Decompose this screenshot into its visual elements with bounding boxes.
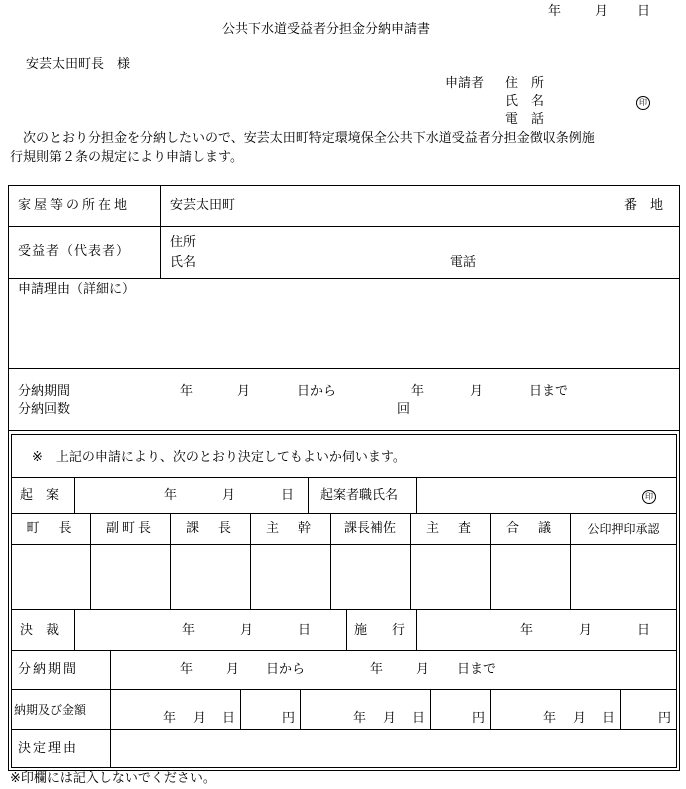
amount-3-yen[interactable]: 円 xyxy=(658,711,672,726)
amount-2-year[interactable]: 年 xyxy=(353,711,367,726)
location-banchi: 番 地 xyxy=(624,198,664,213)
exec-month[interactable]: 月 xyxy=(579,623,593,638)
body-line-1: 次のとおり分担金を分納したいので、安芸太田町特定環境保全公共下水道受益者分担金徴収条例施 xyxy=(10,131,595,146)
decide-label: 決 裁 xyxy=(20,623,60,638)
applicant-name-label: 氏 名 xyxy=(505,94,545,109)
draft-month[interactable]: 月 xyxy=(222,488,236,503)
decide-month[interactable]: 月 xyxy=(240,623,254,638)
body-line-2: 行規則第２条の規定により申請します。 xyxy=(10,150,243,165)
beneficiary-name-label[interactable]: 氏名 xyxy=(170,255,197,270)
footer-note: ※印欄には記入しないでください。 xyxy=(10,771,216,786)
period-month-2[interactable]: 月 xyxy=(470,384,484,399)
count-label: 分納回数 xyxy=(18,402,71,417)
exec-label: 施 行 xyxy=(354,623,412,638)
period-until[interactable]: 日まで xyxy=(529,384,569,399)
approver-manager: 主 幹 xyxy=(265,521,314,536)
approver-deputy-mayor: 副町長 xyxy=(105,521,154,536)
approver-assistant-chief: 課長補佐 xyxy=(343,521,396,536)
decide-year[interactable]: 年 xyxy=(182,623,196,638)
amount-1-month[interactable]: 月 xyxy=(193,711,207,726)
decision-period-year-2[interactable]: 年 xyxy=(370,662,384,677)
amount-3-year[interactable]: 年 xyxy=(543,711,557,726)
beneficiary-address-label[interactable]: 住所 xyxy=(170,235,197,250)
location-town[interactable]: 安芸太田町 xyxy=(170,198,236,213)
decision-period-year-1[interactable]: 年 xyxy=(180,662,194,677)
applicant-address-label: 住 所 xyxy=(505,76,545,91)
amount-1-yen[interactable]: 円 xyxy=(282,711,296,726)
decision-period-from[interactable]: 日から xyxy=(266,662,306,677)
approver-supervisor: 主 査 xyxy=(425,521,474,536)
beneficiary-label: 受益者（代表者） xyxy=(18,244,131,259)
draft-label: 起 案 xyxy=(20,488,60,503)
date-year: 年 xyxy=(548,4,562,19)
beneficiary-phone-label[interactable]: 電話 xyxy=(450,255,477,270)
period-label: 分納期間 xyxy=(18,384,71,399)
decision-period-label: 分納期間 xyxy=(18,662,79,677)
period-month-1[interactable]: 月 xyxy=(237,384,251,399)
location-label: 家屋等の所在地 xyxy=(18,198,131,213)
decision-period-month-1[interactable]: 月 xyxy=(226,662,240,677)
applicant-phone-label: 電 話 xyxy=(505,112,545,127)
decision-note: ※ 上記の申請により、次のとおり決定してもよいか伺います。 xyxy=(32,450,406,465)
period-year-2[interactable]: 年 xyxy=(411,384,425,399)
approver-consultation: 合 議 xyxy=(505,521,554,536)
reason-label[interactable]: 申請理由（詳細に） xyxy=(18,282,136,297)
draft-day[interactable]: 日 xyxy=(281,488,295,503)
decide-day[interactable]: 日 xyxy=(298,623,312,638)
amount-2-day[interactable]: 日 xyxy=(412,711,426,726)
amount-1-year[interactable]: 年 xyxy=(163,711,177,726)
amount-2-month[interactable]: 月 xyxy=(383,711,397,726)
amount-3-month[interactable]: 月 xyxy=(573,711,587,726)
addressee: 安芸太田町長 様 xyxy=(26,57,131,72)
date-month: 月 xyxy=(595,4,609,19)
exec-day[interactable]: 日 xyxy=(637,623,651,638)
amount-2-yen[interactable]: 円 xyxy=(472,711,486,726)
exec-year[interactable]: 年 xyxy=(520,623,534,638)
drafter-seal: 印 xyxy=(642,490,656,504)
approver-seal-approval: 公印押印承認 xyxy=(587,522,660,536)
period-from[interactable]: 日から xyxy=(297,384,337,399)
decision-period-month-2[interactable]: 月 xyxy=(416,662,430,677)
count-unit[interactable]: 回 xyxy=(397,402,411,417)
period-year-1[interactable]: 年 xyxy=(180,384,194,399)
applicant-seal: 印 xyxy=(636,96,650,110)
drafter-label: 起案者職氏名 xyxy=(320,488,399,503)
decision-reason-label: 決定理由 xyxy=(18,741,79,756)
date-day: 日 xyxy=(637,4,651,19)
approver-mayor: 町 長 xyxy=(26,521,75,536)
amount-1-day[interactable]: 日 xyxy=(222,711,236,726)
approver-section-chief: 課 長 xyxy=(185,521,234,536)
doc-title: 公共下水道受益者分担金分納申請書 xyxy=(222,22,431,37)
amount-3-day[interactable]: 日 xyxy=(602,711,616,726)
amount-label: 納期及び金額 xyxy=(14,703,87,717)
applicant-label: 申請者 xyxy=(445,76,485,91)
decision-period-until[interactable]: 日まで xyxy=(457,662,497,677)
draft-year[interactable]: 年 xyxy=(164,488,178,503)
